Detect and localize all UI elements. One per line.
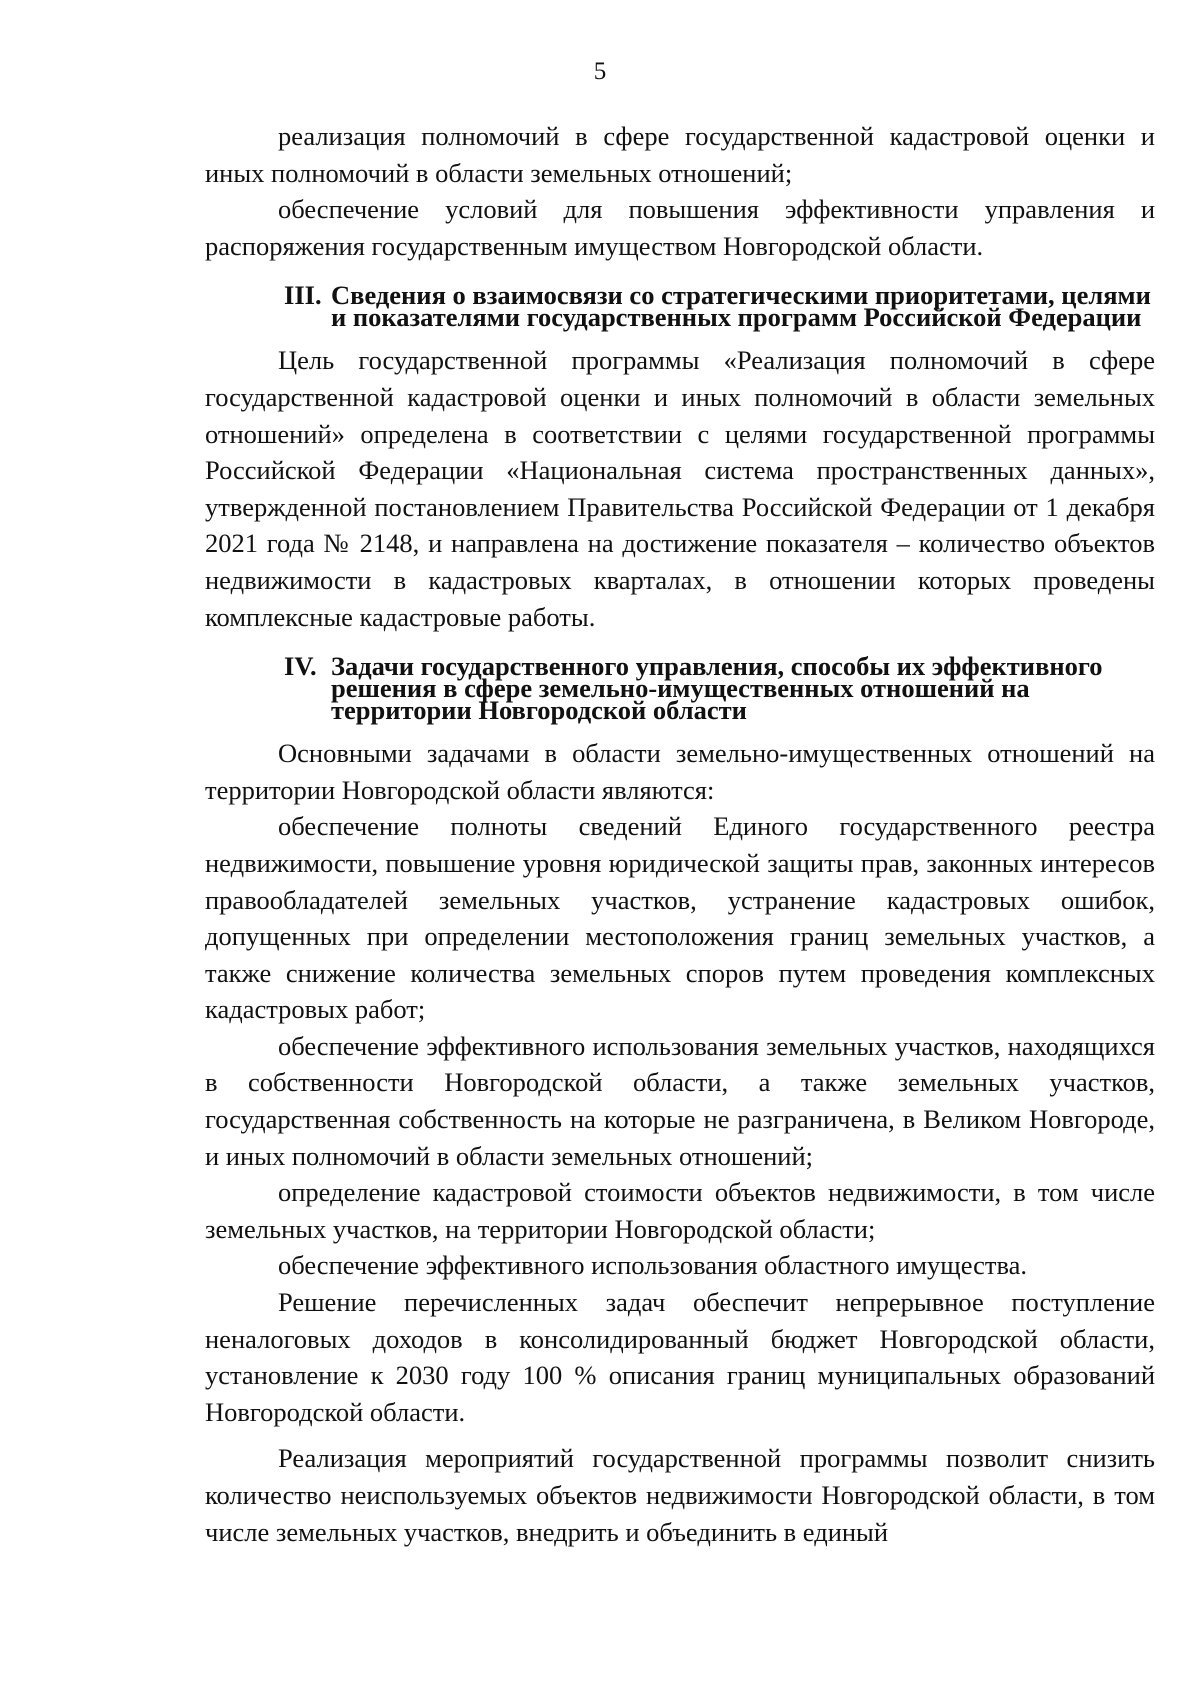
spacer <box>205 1430 1155 1440</box>
section-heading-3 <box>205 280 1155 333</box>
paragraph: определение кадастровой стоимости объектов недвижимости, в том числе земельных участков, на территории Новгородской области; <box>205 1177 1155 1244</box>
section-number: IV. <box>284 651 317 682</box>
paragraph: обеспечение эффективного использования областного имущества. <box>278 1250 1028 1281</box>
paragraph: Реализация мероприятий государственной программы позволит снизить количество неиспользуемых объектов недвижимости Новгородской области, в том числе земельных участков, внедрить и объединить в единый <box>205 1443 1155 1547</box>
section-heading-4 <box>205 651 1155 726</box>
paragraph: Решение перечисленных задач обеспечит непрерывное поступление неналоговых доходов в консолидированный бюджет Новгородской области, установление к 2030 году 100 % описания границ муниципальных образований Новгородской области. <box>205 1287 1155 1427</box>
paragraph: обеспечение эффективного использования земельных участков, находящихся в собственности Новгородской области, а также земельных участков, государственная собственность на которые не разграничена, в Великом Новгороде, и иных полномочий в области земельных отношений; <box>205 1030 1155 1171</box>
paragraph: Основными задачами в области земельно-имущественных отношений на территории Новгородской области являются: <box>205 738 1155 805</box>
section-number: III. <box>284 280 322 311</box>
section-title: Сведения о взаимосвязи со стратегическими приоритетами, целями и показателями государственных программ Российской Федерации <box>331 280 1151 333</box>
section-title: Задачи государственного управления, способы их эффективного решения в сфере земельно-имущественных отношений на территории Новгородской области <box>331 651 1103 726</box>
paragraph: реализация полномочий в сфере государственной кадастровой оценки и иных полномочий в области земельных отношений; <box>205 121 1155 188</box>
page-number: 5 <box>593 58 607 85</box>
document-body <box>205 118 1155 1550</box>
paragraph: Цель государственной программы «Реализация полномочий в сфере государственной кадастровой оценки и иных полномочий в области земельных отношений» определена в соответствии с целями государственной программы Российской Федерации «Национальная система пространственных данных», утвержденной постановлением Правительства Российской Федерации от 1 декабря 2021 года № 2148, и направлена на достижение показателя – количество объектов недвижимости в кадастровых кварталах, в отношении которых проведены комплексные кадастровые работы. <box>205 345 1155 632</box>
paragraph: обеспечение условий для повышения эффективности управления и распоряжения государственным имуществом Новгородской области. <box>205 194 1155 261</box>
paragraph: обеспечение полноты сведений Единого государственного реестра недвижимости, повышение уровня юридической защиты прав, законных интересов правообладателей земельных участков, устранение кадастровых ошибок, допущенных при определении местоположения границ земельных участков, а также снижение количества земельных споров путем проведения комплексных кадастровых работ; <box>205 811 1155 1025</box>
